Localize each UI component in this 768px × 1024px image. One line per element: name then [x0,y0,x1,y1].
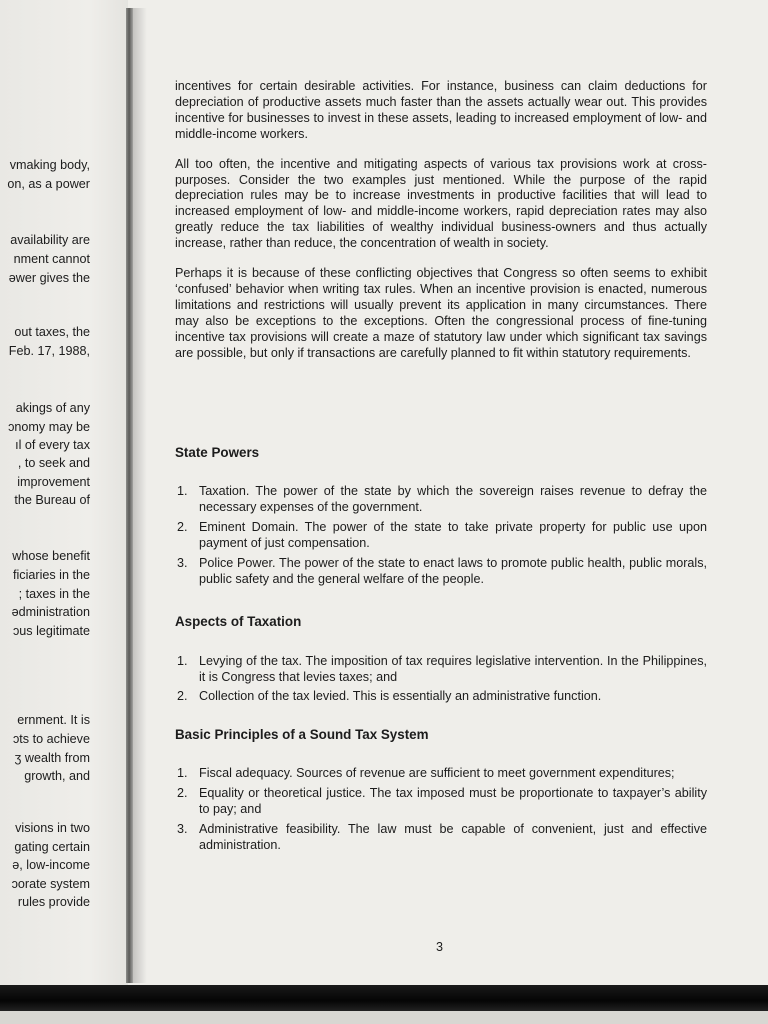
principles-list [175,766,707,854]
list-number: 2. [177,688,188,703]
left-page-text-fragment: visions in two [15,821,90,835]
list-number: 2. [177,519,188,534]
body-paragraph: All too often, the incentive and mitigating aspects of various tax provisions work at cross-purposes. Consider the two examples just mentioned. While the purpose of the rapid depreciation rules may be to increase investments in productive facilities that will lead to increased employment of low- and middle-income workers, rapid depreciation rates may also greatly reduce the tax liabilities of wealthy individual business-owners and thus actually increase, rather than reduce, the concentration of wealth in society. [175,156,707,251]
list-item-text: Fiscal adequacy. Sources of revenue are sufficient to meet government expenditures; [199,766,675,780]
left-page-text-fragment: rules provide [17,895,90,909]
list-number: 1. [177,766,188,780]
list-item-text: Levying of the tax. The imposition of tax requires legislative intervention. In the Philippines, it is Congress that levies taxes; and [199,654,707,684]
list-item [175,556,707,588]
left-page-text-fragment: ə, low-income [12,858,90,872]
left-page-text-fragment: əwer gives the [8,271,90,285]
state-powers-list [175,484,707,587]
list-number: 3. [177,555,188,570]
left-page-text-fragment: , to seek and [17,456,90,470]
list-item [175,766,707,782]
list-item [175,654,707,686]
main-text-block [175,79,707,362]
left-page-text-fragment: improvement [17,475,90,489]
section-heading-aspects-of-taxation: Aspects of Taxation [175,614,302,629]
body-paragraph: Perhaps it is because of these conflicting objectives that Congress so often seems to exhibit ‘confused’ behavior when writing tax rules. When an incentive provision is enacted, numerous limitations and restrictions will usually prevent its application in many circumstances. There may also be exceptions to the exceptions. Often the congressional process of fine-tuning incentive tax provisions will create a maze of statutory law under which significant tax savings are possible, but only if transactions are carefully planned to fit within statutory requirements. [175,266,707,360]
left-page-text-fragment: whose benefit [12,549,90,563]
list-item-text: Taxation. The power of the state by which the sovereign raises revenue to defray the necessary expenses of the government. [199,484,707,514]
left-page-text-fragment: ; taxes in the [18,587,90,601]
aspects-list [175,654,707,705]
left-page-text-fragment: out taxes, the [14,325,90,339]
left-page-text-fragment: availability are [10,233,90,247]
list-item-text: Eminent Domain. The power of the state to take private property for public use upon payment of just compensation. [199,519,707,550]
left-page-text-fragment: ʒ wealth from [14,751,90,765]
page-number: 3 [436,940,444,954]
left-page-text-fragment: vmaking body, [9,158,90,172]
left-page-text-fragment: ɔnomy may be [8,420,90,434]
left-page-text-fragment: Feb. 17, 1988, [8,344,90,358]
left-page-text-fragment: ədministration [11,605,90,619]
list-item-text: Administrative feasibility. The law must be capable of convenient, just and effective administration. [199,821,707,852]
left-page-text-fragment: ɔorate system [11,877,90,891]
spine-shadow [133,8,147,983]
section-heading-basic-principles: Basic Principles of a Sound Tax System [175,727,429,742]
book-spine [126,8,133,983]
left-page-text-fragment: the Bureau of [14,493,90,507]
left-page-text-fragment: ernment. It is [17,713,90,727]
list-item [175,520,707,552]
list-number: 3. [177,821,188,836]
left-page-text-fragment: growth, and [24,769,90,783]
list-item-text: Collection of the tax levied. This is essentially an administrative function. [199,688,602,703]
scan-bottom-edge [0,985,768,1011]
list-item [175,822,707,854]
left-page-text-fragment: ɔts to achieve [12,732,90,746]
left-page-text-fragment: nment cannot [13,252,90,266]
left-page-text-fragment: ɔus legitimate [13,624,90,638]
section-heading-state-powers: State Powers [175,445,260,460]
list-item-text: Police Power. The power of the state to enact laws to promote public health, public morals, public safety and the general welfare of the people. [199,555,707,586]
scan-bottom-strip [0,1011,768,1024]
body-paragraph: incentives for certain desirable activities. For instance, business can claim deductions for depreciation of productive assets much faster than the assets actually wear out. This provides incentive for businesses to invest in these assets, leading to increased employment of low- and middle-income workers. [175,79,707,141]
left-page-text-fragment: ıl of every tax [15,438,90,452]
left-page-text-fragment: ficiaries in the [13,568,90,582]
left-page-text-fragment: on, as a power [7,177,90,191]
list-number: 2. [177,785,188,800]
list-item-text: Equality or theoretical justice. The tax imposed must be proportionate to taxpayer’s ability to pay; and [199,785,707,816]
list-item [175,786,707,818]
list-item [175,689,707,705]
left-page-text-fragment: akings of any [15,401,90,415]
list-number: 1. [177,654,188,668]
list-item [175,484,707,516]
left-page-text-fragment: gating certain [14,840,90,854]
list-number: 1. [177,484,188,498]
